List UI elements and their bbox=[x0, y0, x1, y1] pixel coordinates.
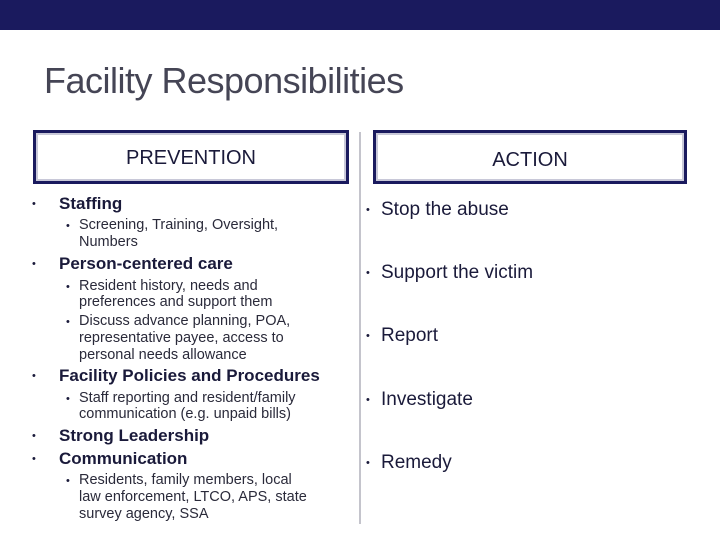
policies-item: Facility Policies and Procedures bbox=[59, 366, 320, 385]
action-item-investigate: Investigate bbox=[381, 389, 473, 410]
action-item-report: Report bbox=[381, 325, 439, 346]
bullet-icon: • bbox=[32, 430, 36, 442]
staffing-item: Staffing bbox=[59, 194, 123, 213]
bullet-icon: • bbox=[32, 370, 36, 382]
comm-sub-line-3: survey agency, SSA bbox=[79, 506, 209, 522]
communication-item: Communication bbox=[59, 449, 188, 468]
bullet-icon: • bbox=[366, 330, 370, 342]
bullet-icon: • bbox=[366, 457, 370, 469]
pc-sub2-line-3: personal needs allowance bbox=[79, 347, 247, 363]
top-bar bbox=[0, 0, 720, 30]
action-header-label: ACTION bbox=[492, 149, 568, 171]
policies-sub-line-2: communication (e.g. unpaid bills) bbox=[79, 406, 291, 422]
bullet-icon: • bbox=[66, 316, 70, 328]
action-item-support: Support the victim bbox=[381, 262, 534, 283]
bullet-icon: • bbox=[366, 394, 370, 406]
action-item-stop: Stop the abuse bbox=[381, 199, 509, 220]
page-title: Facility Responsibilities bbox=[44, 60, 404, 101]
person-centered-item: Person-centered care bbox=[59, 254, 233, 273]
bullet-icon: • bbox=[32, 453, 36, 465]
pc-sub1-line-1: Resident history, needs and bbox=[79, 278, 258, 294]
action-header bbox=[373, 130, 687, 184]
staffing-sub-line-2: Numbers bbox=[79, 234, 138, 250]
pc-sub1-line-2: preferences and support them bbox=[79, 294, 273, 310]
comm-sub-line-2: law enforcement, LTCO, APS, state bbox=[79, 489, 307, 505]
leadership-item: Strong Leadership bbox=[59, 426, 210, 445]
bullet-icon: • bbox=[66, 475, 70, 487]
prevention-header bbox=[33, 130, 349, 184]
comm-sub-line-1: Residents, family members, local bbox=[79, 472, 292, 488]
prevention-header-label: PREVENTION bbox=[125, 147, 257, 169]
bullet-icon: • bbox=[66, 393, 70, 405]
pc-sub2-line-1: Discuss advance planning, POA, bbox=[79, 313, 291, 329]
action-item-remedy: Remedy bbox=[381, 452, 452, 473]
bullet-icon: • bbox=[366, 204, 370, 216]
policies-sub-line-1: Staff reporting and resident/family bbox=[79, 390, 296, 406]
bullet-icon: • bbox=[32, 258, 36, 270]
bullet-icon: • bbox=[366, 267, 370, 279]
pc-sub2-line-2: representative payee, access to bbox=[79, 330, 284, 346]
staffing-sub-line-1: Screening, Training, Oversight, bbox=[79, 217, 279, 233]
column-divider bbox=[359, 132, 361, 524]
bullet-icon: • bbox=[66, 281, 70, 293]
bullet-icon: • bbox=[32, 198, 36, 210]
bullet-icon: • bbox=[66, 220, 70, 232]
